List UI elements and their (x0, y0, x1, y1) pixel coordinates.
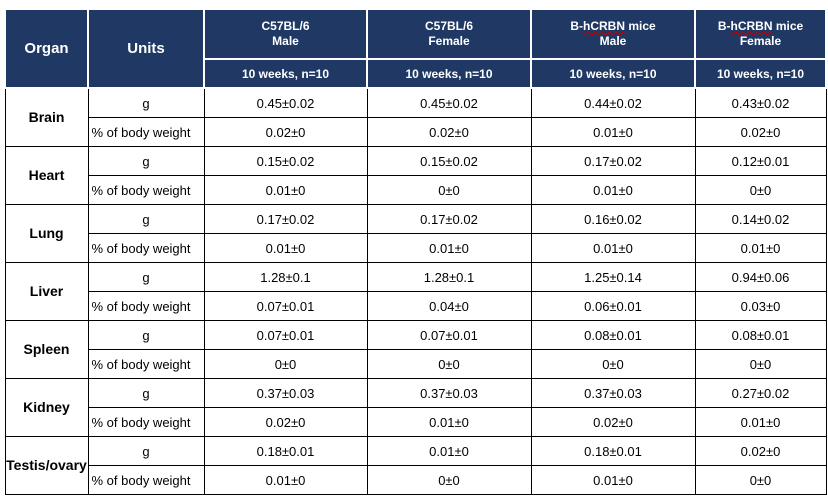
value-cell-g: 0.02±0 (695, 437, 826, 466)
value-cell-g: 1.28±0.1 (367, 263, 531, 292)
value-cell-pct: 0±0 (531, 350, 695, 379)
organ-weight-table (4, 8, 827, 495)
value-cell-pct: 0.02±0 (695, 118, 826, 147)
value-cell-g: 0.08±0.01 (531, 321, 695, 350)
unit-label-g: g (88, 437, 204, 466)
value-cell-pct: 0.01±0 (695, 234, 826, 263)
value-cell-g: 0.15±0.02 (367, 147, 531, 176)
table-row (5, 263, 826, 292)
value-cell-pct: 0.02±0 (204, 408, 367, 437)
unit-label-pct: % of body weight (88, 234, 204, 263)
organ-name: Liver (5, 263, 88, 321)
group-line1: C57BL/6 (261, 19, 310, 33)
value-cell-g: 0.07±0.01 (204, 321, 367, 350)
header-group-hcrbn-female (695, 9, 826, 59)
value-cell-pct: 0.01±0 (367, 408, 531, 437)
value-cell-pct: 0±0 (695, 350, 826, 379)
value-cell-pct: 0.01±0 (367, 234, 531, 263)
header-group-hcrbn-male (531, 9, 695, 59)
value-cell-g: 0.17±0.02 (367, 205, 531, 234)
value-cell-g: 0.14±0.02 (695, 205, 826, 234)
group-line1: C57BL/6 (424, 19, 474, 33)
header-group-c57-male (204, 9, 367, 59)
header-units: Units (88, 9, 204, 88)
value-cell-pct: 0.01±0 (695, 408, 826, 437)
value-cell-g: 0.12±0.01 (695, 147, 826, 176)
value-cell-pct: 0±0 (695, 466, 826, 495)
value-cell-pct: 0.01±0 (204, 234, 367, 263)
value-cell-g: 0.27±0.02 (695, 379, 826, 408)
organ-name: Brain (5, 88, 88, 147)
value-cell-pct: 0.01±0 (531, 118, 695, 147)
table-row (5, 88, 826, 118)
header-group-c57-female (367, 9, 531, 59)
value-cell-g: 0.37±0.03 (367, 379, 531, 408)
value-cell-pct: 0.01±0 (531, 176, 695, 205)
value-cell-g: 0.16±0.02 (531, 205, 695, 234)
table-row (5, 321, 826, 350)
value-cell-g: 0.08±0.01 (695, 321, 826, 350)
value-cell-g: 0.44±0.02 (531, 88, 695, 118)
value-cell-pct: 0.01±0 (531, 234, 695, 263)
value-cell-pct: 0±0 (204, 350, 367, 379)
table-row (5, 118, 826, 147)
unit-label-pct: % of body weight (88, 350, 204, 379)
group-line1: B-hCRBN mice (570, 19, 656, 33)
table-row (5, 205, 826, 234)
table-row (5, 176, 826, 205)
value-cell-pct: 0.03±0 (695, 292, 826, 321)
value-cell-pct: 0.07±0.01 (204, 292, 367, 321)
header-sub-hcrbn-male: 10 weeks, n=10 (531, 59, 695, 88)
value-cell-g: 0.18±0.01 (531, 437, 695, 466)
table-row (5, 408, 826, 437)
unit-label-pct: % of body weight (88, 466, 204, 495)
unit-label-pct: % of body weight (88, 408, 204, 437)
unit-label-g: g (88, 205, 204, 234)
table-row (5, 292, 826, 321)
table-row (5, 466, 826, 495)
table-row (5, 379, 826, 408)
value-cell-g: 0.17±0.02 (531, 147, 695, 176)
unit-label-g: g (88, 147, 204, 176)
value-cell-pct: 0.01±0 (531, 466, 695, 495)
value-cell-pct: 0.04±0 (367, 292, 531, 321)
organ-name: Heart (5, 147, 88, 205)
organ-name: Kidney (5, 379, 88, 437)
value-cell-g: 0.45±0.02 (367, 88, 531, 118)
value-cell-g: 0.37±0.03 (204, 379, 367, 408)
value-cell-g: 0.15±0.02 (204, 147, 367, 176)
value-cell-pct: 0.06±0.01 (531, 292, 695, 321)
value-cell-pct: 0.02±0 (367, 118, 531, 147)
value-cell-g: 0.45±0.02 (204, 88, 367, 118)
value-cell-pct: 0±0 (367, 350, 531, 379)
value-cell-pct: 0.01±0 (204, 466, 367, 495)
value-cell-pct: 0.01±0 (204, 176, 367, 205)
value-cell-pct: 0.02±0 (531, 408, 695, 437)
group-line2: Male (272, 34, 299, 48)
unit-label-g: g (88, 379, 204, 408)
value-cell-g: 1.28±0.1 (204, 263, 367, 292)
organ-name: Testis/ovary (5, 437, 88, 495)
value-cell-g: 0.07±0.01 (367, 321, 531, 350)
value-cell-pct: 0.02±0 (204, 118, 367, 147)
value-cell-g: 0.17±0.02 (204, 205, 367, 234)
header-organ: Organ (5, 9, 88, 88)
value-cell-g: 0.43±0.02 (695, 88, 826, 118)
value-cell-g: 0.94±0.06 (695, 263, 826, 292)
header-sub-c57-male: 10 weeks, n=10 (204, 59, 367, 88)
value-cell-g: 0.18±0.01 (204, 437, 367, 466)
unit-label-g: g (88, 88, 204, 118)
value-cell-g: 0.01±0 (367, 437, 531, 466)
value-cell-pct: 0±0 (367, 176, 531, 205)
organ-name: Lung (5, 205, 88, 263)
unit-label-pct: % of body weight (88, 292, 204, 321)
value-cell-pct: 0±0 (367, 466, 531, 495)
group-line1: B-hCRBN mice (717, 19, 804, 33)
group-line2: Male (599, 34, 627, 48)
header-sub-hcrbn-female: 10 weeks, n=10 (695, 59, 826, 88)
organ-name: Spleen (5, 321, 88, 379)
unit-label-pct: % of body weight (88, 118, 204, 147)
group-line2: Female (739, 34, 782, 48)
table-row (5, 234, 826, 263)
value-cell-g: 1.25±0.14 (531, 263, 695, 292)
table-body (5, 88, 826, 495)
table-row (5, 147, 826, 176)
group-line2: Female (428, 34, 470, 48)
header-sub-c57-female: 10 weeks, n=10 (367, 59, 531, 88)
unit-label-g: g (88, 321, 204, 350)
table-row (5, 350, 826, 379)
value-cell-pct: 0±0 (695, 176, 826, 205)
unit-label-g: g (88, 263, 204, 292)
table-row (5, 437, 826, 466)
unit-label-pct: % of body weight (88, 176, 204, 205)
value-cell-g: 0.37±0.03 (531, 379, 695, 408)
